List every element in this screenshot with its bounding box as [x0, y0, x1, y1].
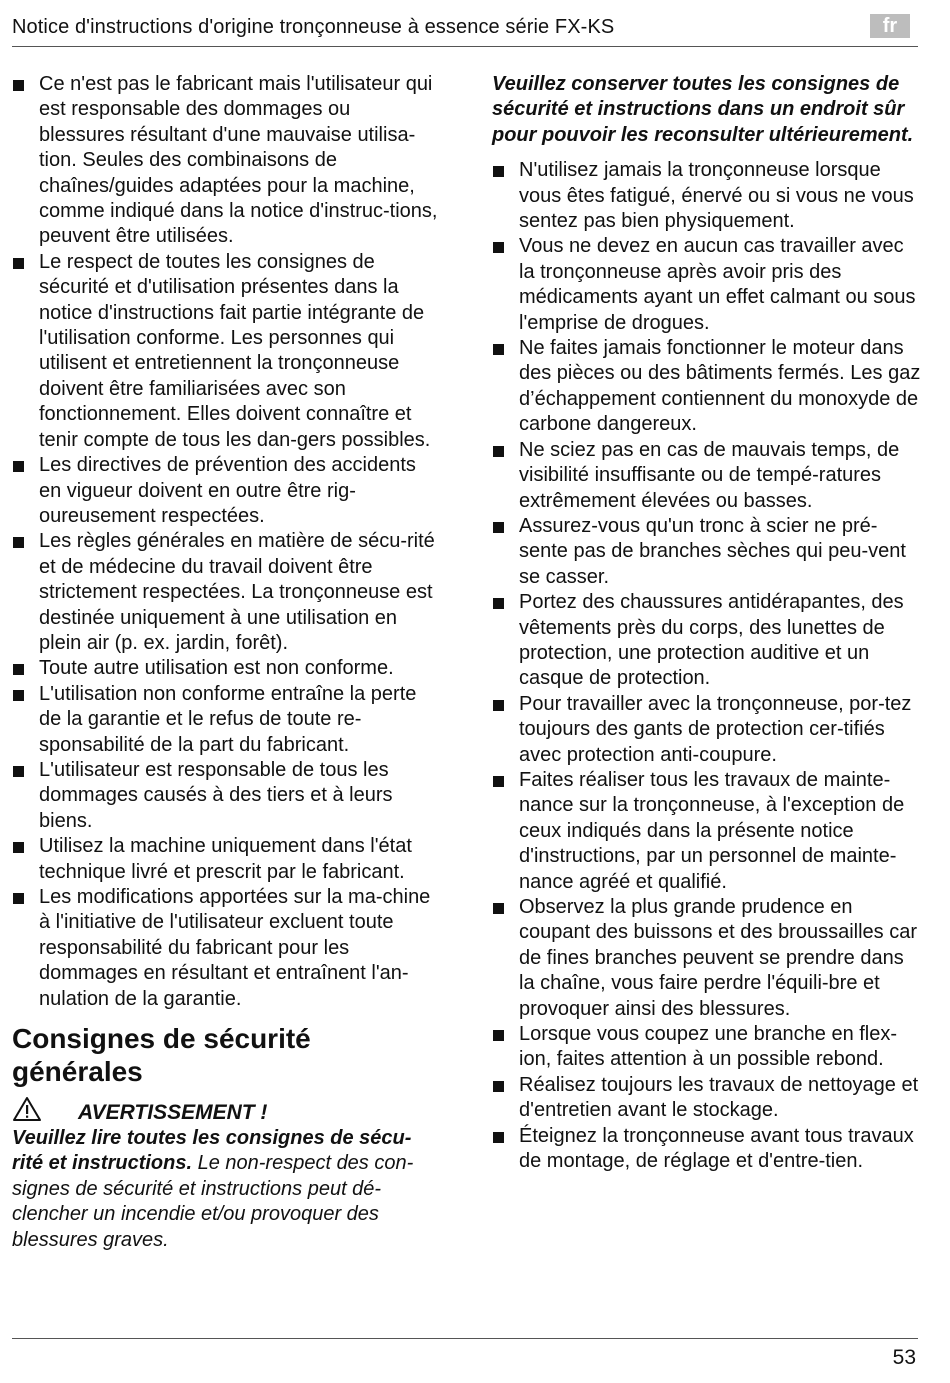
- list-item: Le respect de toutes les consignes de sécurité et d'utilisation présentes dans la notice d'instructions fait partie intégrante de l'utilisation conforme. Les personnes qui utilisent et entretiennent la tronçonneuse doivent être familiarisées avec son fonctionnement. Elles doivent connaître et tenir compte de tous les dan-gers possibles.: [12, 250, 440, 453]
- left-bullet-list: [12, 72, 440, 1012]
- section-title: Consignes de sécurité générales: [12, 1023, 311, 1088]
- list-item: Ne sciez pas en cas de mauvais temps, de visibilité insuffisante ou de tempé-ratures extrêmement élevées ou basses.: [492, 438, 922, 514]
- list-item: L'utilisateur est responsable de tous les dommages causés à des tiers et à leurs biens.: [12, 758, 440, 834]
- keep-instructions-note: Veuillez conserver toutes les consignes de sécurité et instructions dans un endroit sûr pour pouvoir les reconsulter ultérieurement.: [492, 73, 914, 146]
- right-bullet-list: [492, 158, 922, 1174]
- list-item: Éteignez la tronçonneuse avant tous travaux de montage, de réglage et d'entre-tien.: [492, 1124, 922, 1175]
- warning-triangle-icon: [12, 1096, 42, 1122]
- list-item: Lorsque vous coupez une branche en flex-ion, faites attention à un possible rebond.: [492, 1022, 922, 1073]
- list-item: Pour travailler avec la tronçonneuse, por-tez toujours des gants de protection cer-tifiés avec protection anti-coupure.: [492, 692, 922, 768]
- language-badge: fr: [870, 14, 910, 38]
- warning-bold-text: Veuillez lire toutes les consignes de sécu-rité et instructions.: [12, 1127, 412, 1175]
- list-item: Toute autre utilisation est non conforme.: [12, 656, 440, 681]
- list-item: Portez des chaussures antidérapantes, des vêtements près du corps, des lunettes de protection, une protection auditive et un casque de protection.: [492, 590, 922, 692]
- left-column: [12, 72, 440, 1253]
- list-item: Observez la plus grande prudence en coupant des buissons et des broussailles car de fines branches peuvent se prendre dans la chaîne, vous faire perdre l'équili-bre et provoquer ainsi des blessures.: [492, 895, 922, 1022]
- list-item: Les modifications apportées sur la ma-chine à l'initiative de l'utilisateur excluent toute responsabilité du fabricant pour les dommages en résultant et entraînent l'an-nulation de la garantie.: [12, 885, 440, 1012]
- list-item: Faites réaliser tous les travaux de mainte-nance sur la tronçonneuse, à l'exception de ceux indiqués dans la présente notice d'instructions, par un personnel de mainte-nance agréé et qualifié.: [492, 768, 922, 895]
- footer-divider: [12, 1338, 918, 1339]
- list-item: Ne faites jamais fonctionner le moteur dans des pièces ou des bâtiments fermés. Les gaz d’échappement contiennent du monoxyde de carbone dangereux.: [492, 336, 922, 438]
- list-item: N'utilisez jamais la tronçonneuse lorsque vous êtes fatigué, énervé ou si vous ne vous sentez pas bien physiquement.: [492, 158, 922, 234]
- list-item: Utilisez la machine uniquement dans l'état technique livré et prescrit par le fabricant.: [12, 834, 440, 885]
- warning-header: [12, 1100, 440, 1126]
- page-header: [12, 14, 918, 47]
- list-item: Vous ne devez en aucun cas travailler avec la tronçonneuse après avoir pris des médicaments ayant un effet calmant ou sous l'emprise de drogues.: [492, 234, 922, 336]
- list-item: L'utilisation non conforme entraîne la perte de la garantie et le refus de toute re-sponsabilité de la part du fabricant.: [12, 682, 440, 758]
- warning-title: AVERTISSEMENT !: [78, 1101, 268, 1125]
- list-item: Réalisez toujours les travaux de nettoyage et d'entretien avant le stockage.: [492, 1073, 922, 1124]
- warning-body-text: Le non-respect des con-signes de sécurité et instructions peut dé-clencher un incendie et/ou provoquer des blessures graves.: [12, 1152, 414, 1251]
- list-item: Assurez-vous qu'un tronc à scier ne pré-sente pas de branches sèches qui peu-vent se casser.: [492, 514, 922, 590]
- warning-text: [12, 1126, 440, 1253]
- list-item: Les directives de prévention des accidents en vigueur doivent en outre être rig-oureusement respectées.: [12, 453, 440, 529]
- header-title: Notice d'instructions d'origine tronçonneuse à essence série FX-KS: [12, 16, 615, 38]
- right-column: [492, 72, 922, 1174]
- page-number: 53: [892, 1346, 916, 1369]
- list-item: Les règles générales en matière de sécu-rité et de médecine du travail doivent être strictement respectées. La tronçonneuse est destinée uniquement à une utilisation en plein air (p. ex. jardin, forêt).: [12, 529, 440, 656]
- list-item: Ce n'est pas le fabricant mais l'utilisateur qui est responsable des dommages ou blessures résultant d'une mauvaise utilisa-tion. Seules des combinaisons de chaînes/guides adaptées pour la machine, comme indiqué dans la notice d'instruc-tions, peuvent être utilisées.: [12, 72, 440, 250]
